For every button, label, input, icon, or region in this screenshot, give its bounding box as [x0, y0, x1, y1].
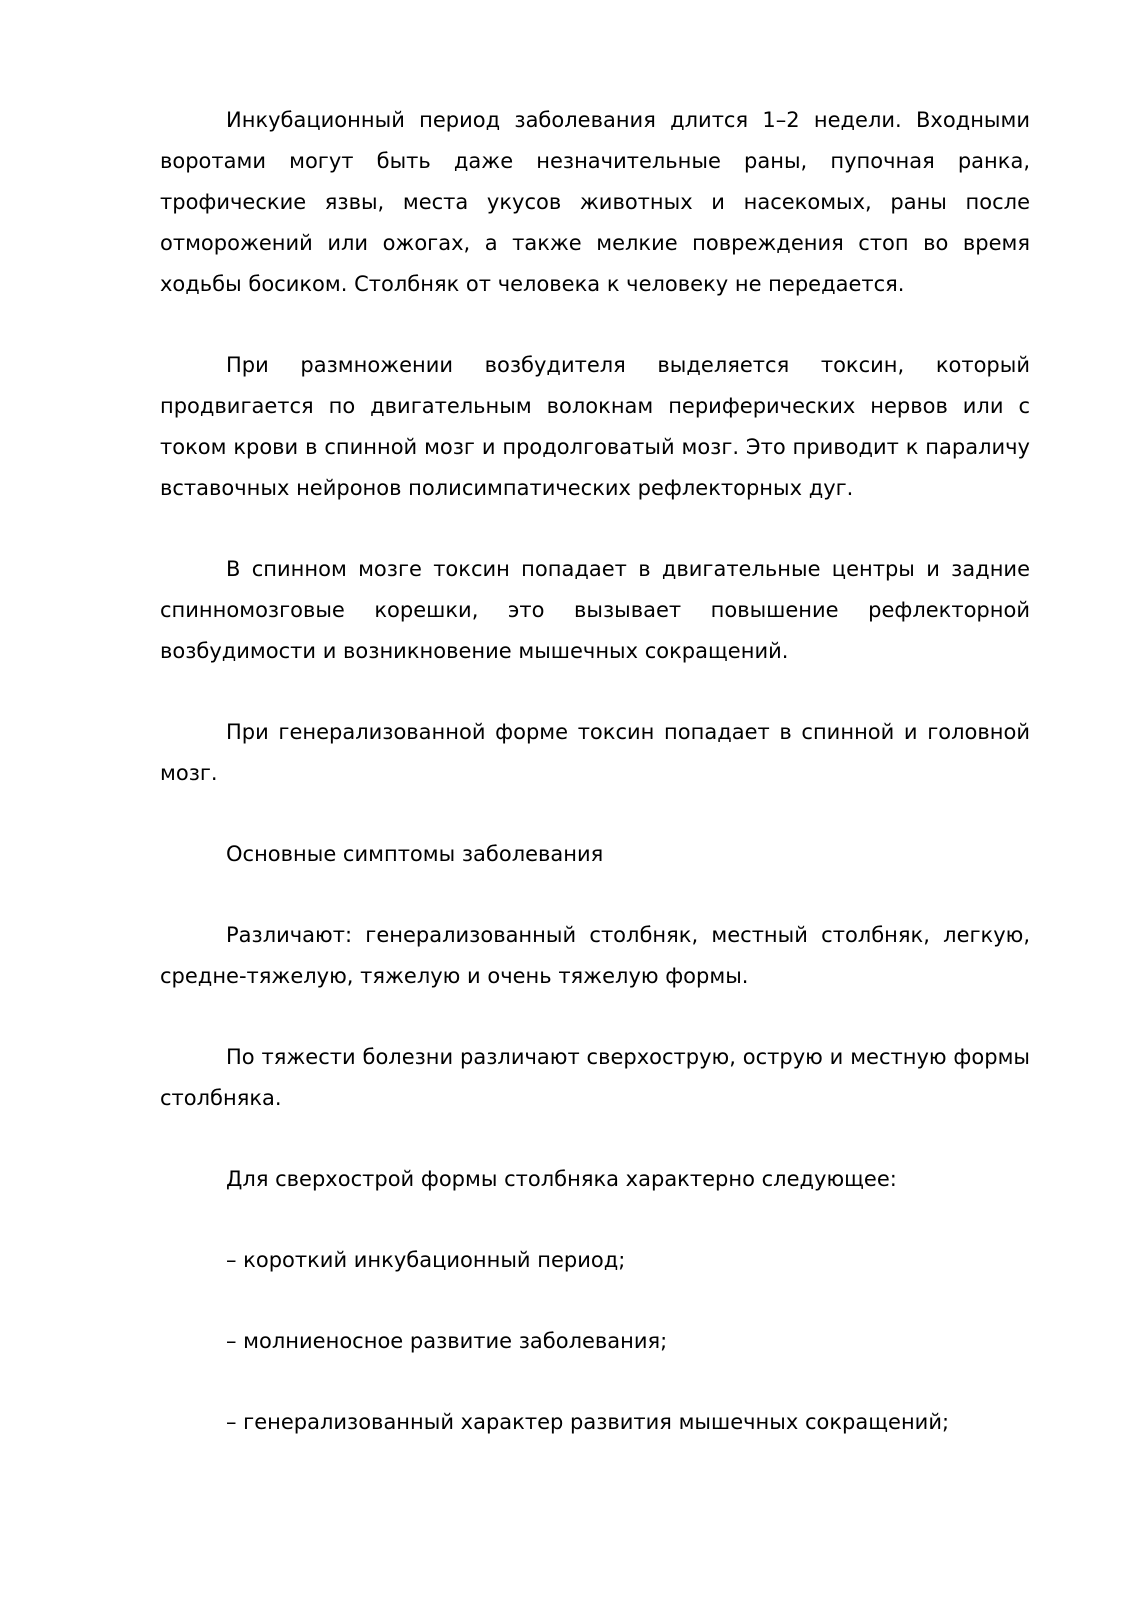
paragraph-toxin-spread: При размножении возбудителя выделяется токсин, который продвигается по двигательным волокнам периферических нервов или с током крови в спинной мозг и продолговатый мозг. Это приводит к параличу вставочных нейронов полисимпатических рефлекторных дуг.: [160, 353, 1030, 500]
paragraph-incubation: Инкубационный период заболевания длится 1–2 недели. Входными воротами могут быть даже незначительные раны, пупочная ранка, трофические язвы, места укусов животных и насекомых, раны после отморожений или ожогах, а также мелкие повреждения стоп во время ходьбы босиком. Столбняк от человека к человеку не передается.: [160, 108, 1030, 296]
list-item: – генерализованный характер развития мышечных сокращений;: [226, 1410, 950, 1434]
paragraph-spinal-cord: В спинном мозге токсин попадает в двигательные центры и задние спинномозговые корешки, это вызывает повышение рефлекторной возбудимости и возникновение мышечных сокращений.: [160, 557, 1030, 663]
document-body: [160, 100, 1030, 1483]
list-item: – короткий инкубационный период;: [226, 1248, 626, 1272]
list-item: – молниеносное развитие заболевания;: [226, 1329, 668, 1353]
paragraph-generalized-form: При генерализованной форме токсин попадает в спинной и головной мозг.: [160, 720, 1030, 785]
paragraph-classification: Различают: генерализованный столбняк, местный столбняк, легкую, средне-тяжелую, тяжелую и очень тяжелую формы.: [160, 923, 1030, 988]
paragraph-acute-form-intro: Для сверхострой формы столбняка характерно следующее:: [226, 1167, 897, 1191]
section-heading-symptoms: Основные симптомы заболевания: [226, 842, 604, 866]
paragraph-severity: По тяжести болезни различают сверхострую, острую и местную формы столбняка.: [160, 1045, 1030, 1110]
